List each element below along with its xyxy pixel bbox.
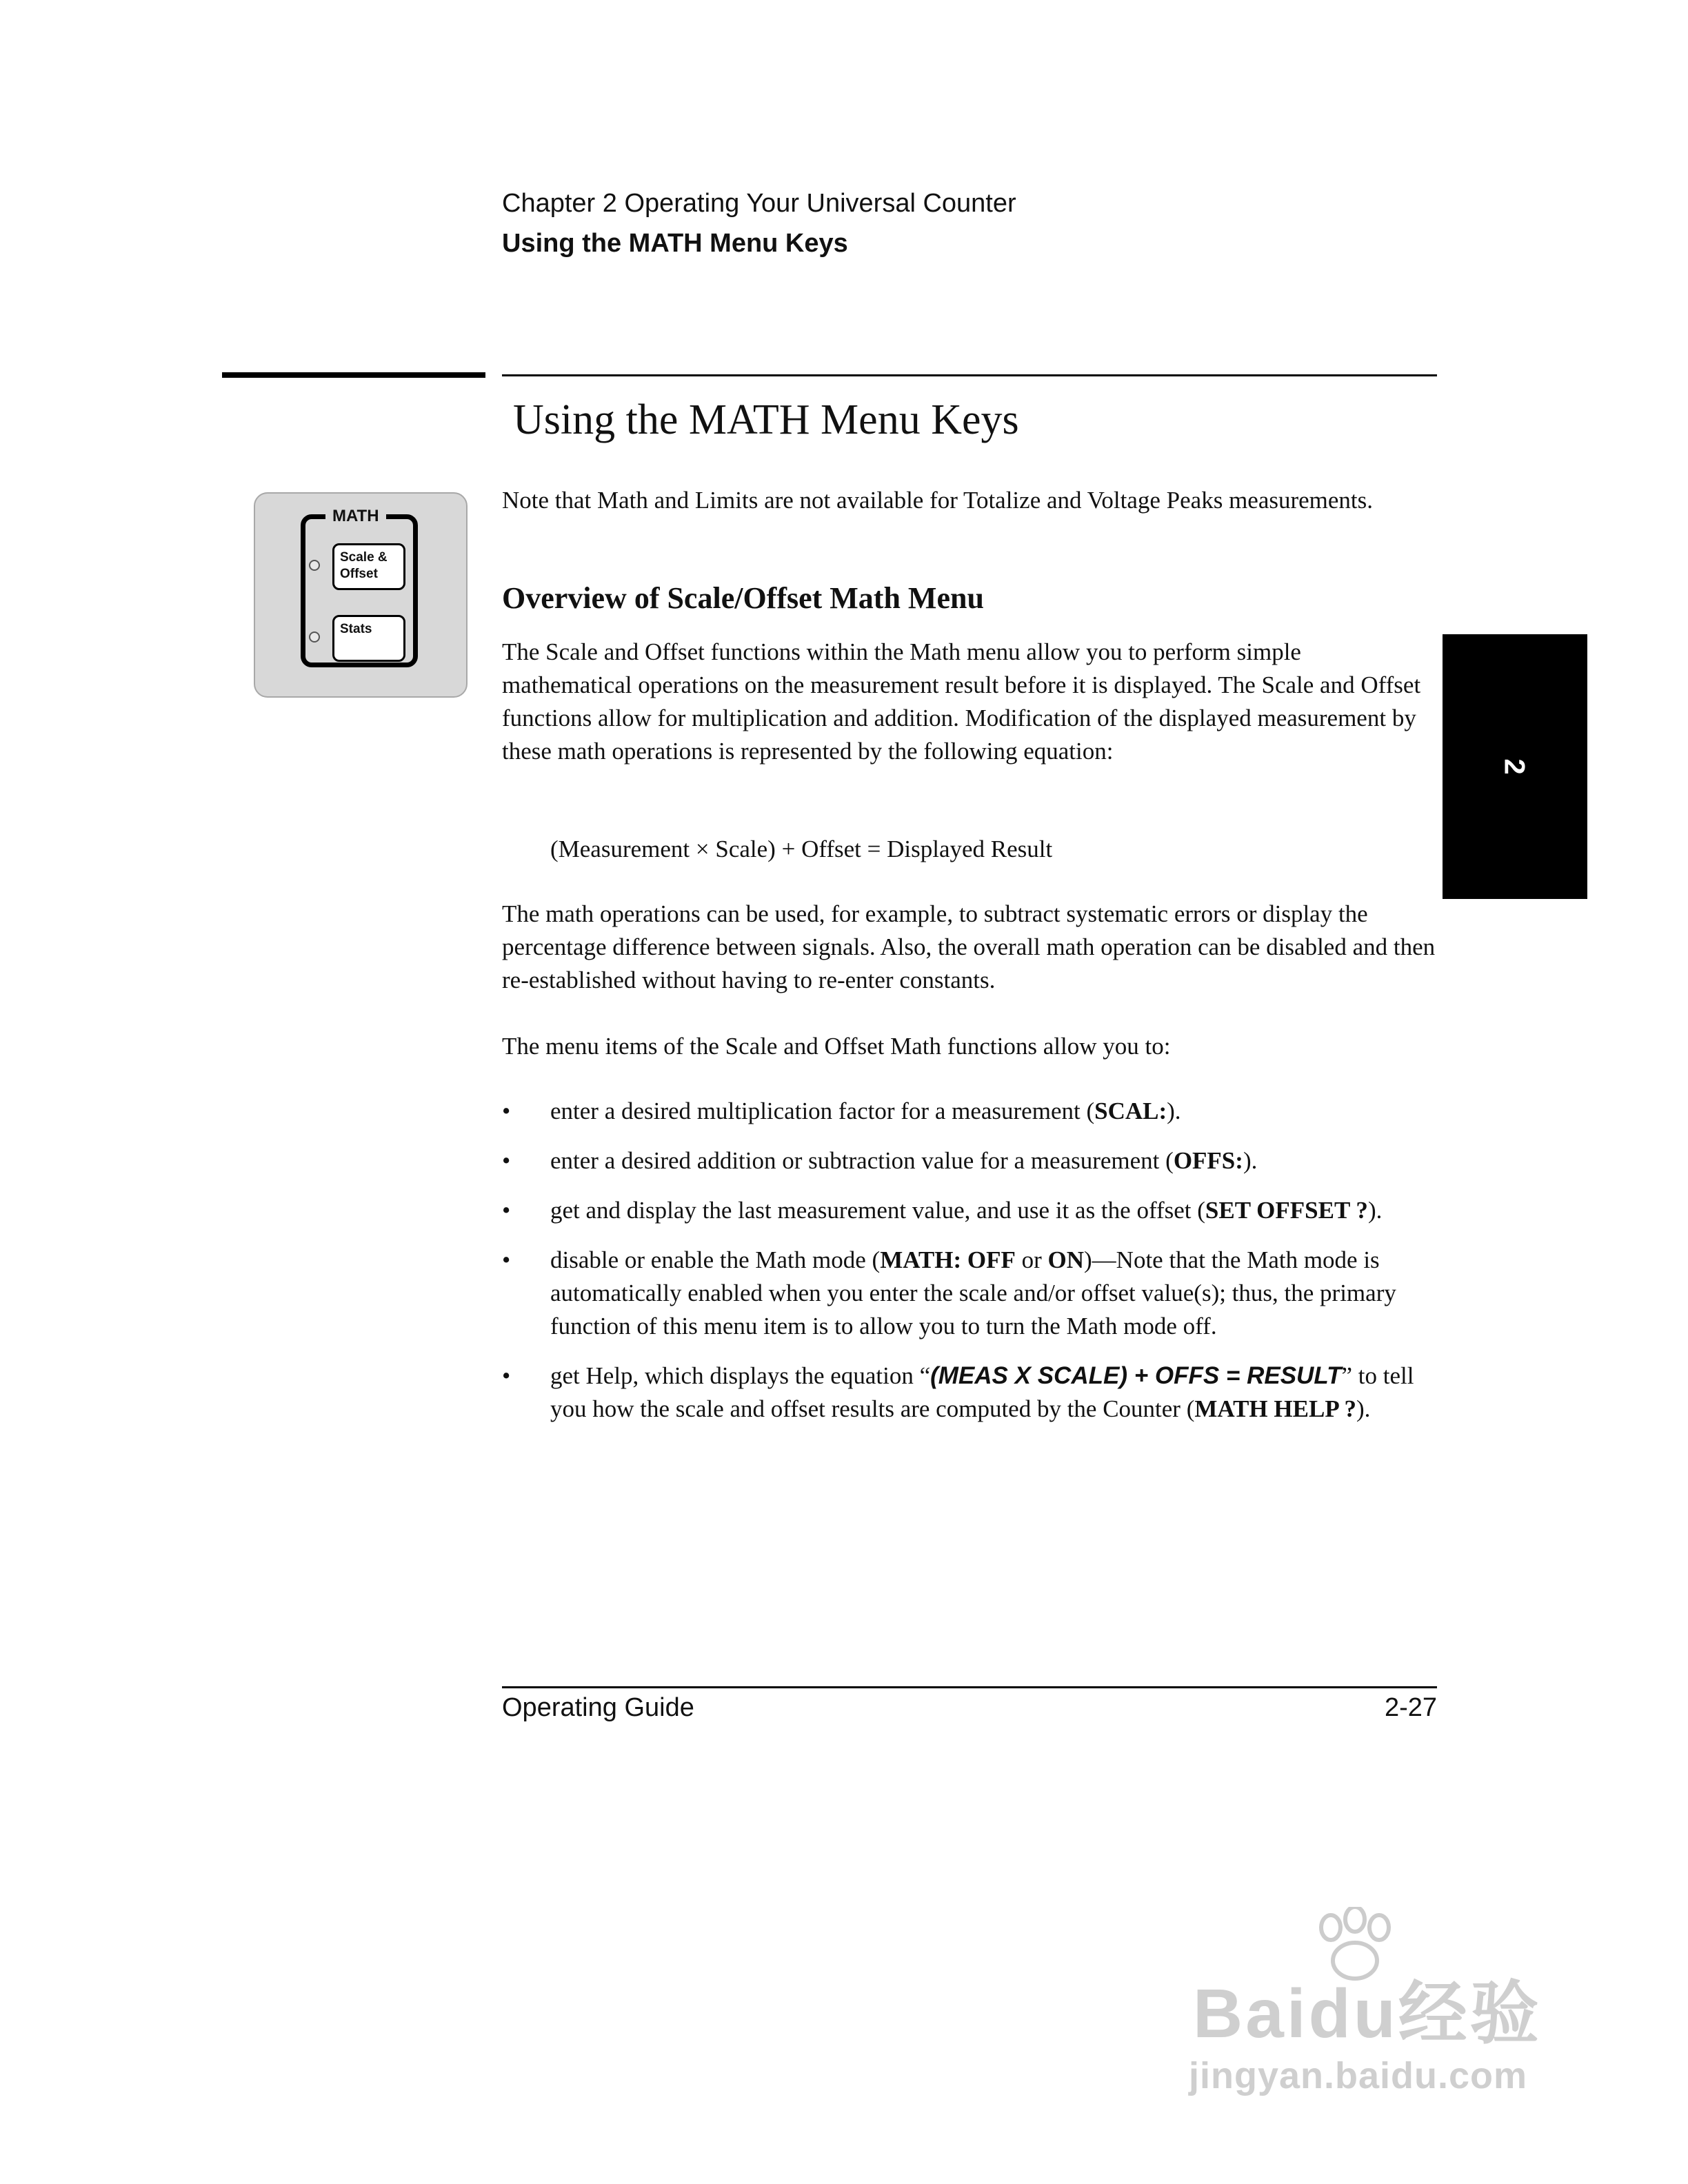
footer-title: Operating Guide — [502, 1693, 694, 1722]
section-header: Using the MATH Menu Keys — [502, 229, 848, 258]
paragraph: The menu items of the Scale and Offset Math functions allow you to: — [502, 1033, 1171, 1060]
note-paragraph: Note that Math and Limits are not available for Totalize and Voltage Peaks measurements. — [502, 487, 1374, 514]
key-label: Stats — [340, 622, 372, 636]
page-number: 2-27 — [1384, 1693, 1437, 1722]
watermark-url: jingyan.baidu.com — [1189, 2055, 1528, 2096]
list-item: • enter a desired addition or subtraction value for a measurement (OFFS:). — [502, 1144, 1437, 1177]
watermark-logo: Baidu经验 — [1193, 1975, 1542, 2052]
page-title: Using the MATH Menu Keys — [513, 396, 1019, 443]
paragraph: The Scale and Offset functions within the Math menu allow you to perform simple mathematical operations on the measurement result before it is displayed. The Scale and Offset functions allow for multiplication and addition. Modification of the displayed measurement by these math operations is represented by the following equation: — [502, 638, 1421, 765]
equation: (Measurement × Scale) + Offset = Displayed Result — [550, 836, 1053, 862]
list-item: • enter a desired multiplication factor for a measurement (SCAL:). — [502, 1095, 1437, 1128]
subheading: Overview of Scale/Offset Math Menu — [502, 581, 984, 615]
footer-rule — [502, 1686, 1437, 1688]
led-indicator-icon — [309, 560, 320, 571]
thin-rule — [502, 374, 1437, 376]
chapter-tab — [1443, 634, 1587, 899]
led-indicator-icon — [309, 631, 320, 643]
stats-key — [332, 615, 405, 662]
bullet-icon: • — [502, 1147, 511, 1174]
panel-label: MATH — [325, 506, 386, 527]
thick-rule — [222, 372, 485, 378]
chapter-tab-number: 2 — [1498, 758, 1531, 775]
list-item: • get and display the last measurement value, and use it as the offset (SET OFFSET ?). — [502, 1194, 1437, 1227]
scale-offset-key — [332, 543, 405, 590]
paragraph: The math operations can be used, for example, to subtract systematic errors or display the percentage difference between signals. Also, the overall math operation can be disabled and then re-established without having to re-enter constants. — [502, 900, 1436, 993]
key-label-line: Offset — [340, 567, 378, 581]
bullet-list — [502, 1095, 1437, 1442]
chapter-header: Chapter 2 Operating Your Universal Counter — [502, 189, 1016, 218]
bullet-icon: • — [502, 1246, 511, 1273]
bullet-icon: • — [502, 1362, 511, 1389]
list-item: • get Help, which displays the equation “(MEAS X SCALE) + OFFS = RESULT” to tell you how the scale and offset results are computed by the Counter (MATH HELP ?). — [502, 1359, 1437, 1426]
bullet-icon: • — [502, 1098, 511, 1124]
key-label-line: Scale & — [340, 550, 388, 565]
bullet-icon: • — [502, 1197, 511, 1224]
list-item: • disable or enable the Math mode (MATH: OFF or ON)—Note that the Math mode is automatically enabled when you enter the scale and/or offset value(s); thus, the primary function of this menu item is to allow you to turn the Math mode off. — [502, 1244, 1437, 1343]
